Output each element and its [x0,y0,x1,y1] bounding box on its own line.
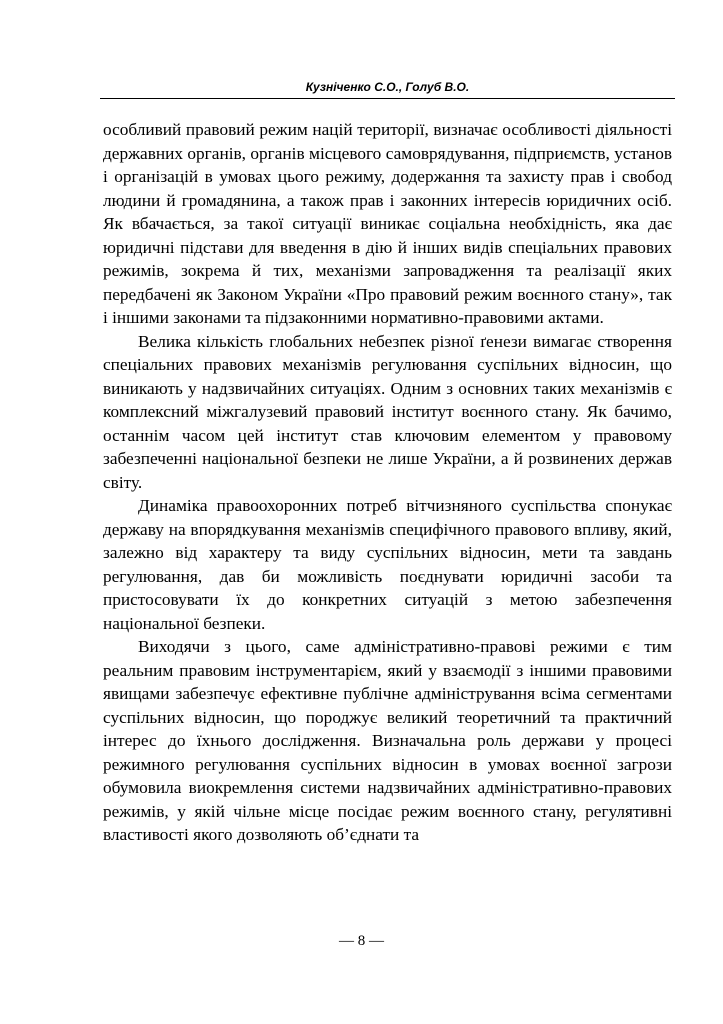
body-text [103,118,672,847]
paragraph-2: Велика кількість глобальних небезпек різної ґенези вимагає створення спеціальних правових механізмів регулювання суспільних відносин, що виникають у надзвичайних ситуаціях. Одним з основних таких механізмів є комплексний міжгалузевий правовий інститут воєнного стану. Як бачимо, останнім часом цей інститут став ключовим елементом у правовому забезпеченні національної безпеки не лише України, а й розвинених держав світу. [103,331,672,492]
paragraph-3: Динаміка правоохоронних потреб вітчизняного суспільства спонукає державу на впорядкування механізмів специфічного правового впливу, який, залежно від характеру та виду суспільних відносин, мети та завдань регулювання, дав би можливість поєднувати юридичні засоби та пристосовувати їх до конкретних ситуацій з метою забезпечення національної безпеки. [103,496,672,633]
page-number: — 8 — [339,933,384,949]
header-rule [100,98,675,99]
running-header-authors: Кузніченко С.О., Голуб В.О. [305,80,470,94]
paragraph-1: особливий правовий режим націй території, визначає особливості діяльності державних органів, органів місцевого самоврядування, підприємств, установ і організацій в умовах цього режиму, додержання та захисту прав і свобод людини й громадянина, а також прав і законних інтересів юридичних осіб. Як вбачається, за такої ситуації виникає соціальна необхідність, яка дає юридичні підстави для введення в дію й інших видів спеціальних правових режимів, зокрема й тих, механізми запровадження та реалізації яких передбачені як Законом України «Про правовий режим воєнного стану», так і іншими законами та підзаконними нормативно-правовими актами. [103,120,672,327]
paragraph-4: Виходячи з цього, саме адміністративно-правові режими є тим реальним правовим інструментарієм, який у взаємодії з іншими правовими явищами забезпечує ефективне публічне адміністрування всіма сегментами суспільних відносин, що породжує великий теоретичний та практичний інтерес до їхнього дослідження. Визначальна роль держави у процесі режимного регулювання суспільних відносин в умовах воєнної загрози обумовила виокремлення системи надзвичайних адміністративно-правових режимів, у якій чільне місце посідає режим воєнного стану, регулятивні властивості якого дозволяють об’єднати та [103,637,672,844]
